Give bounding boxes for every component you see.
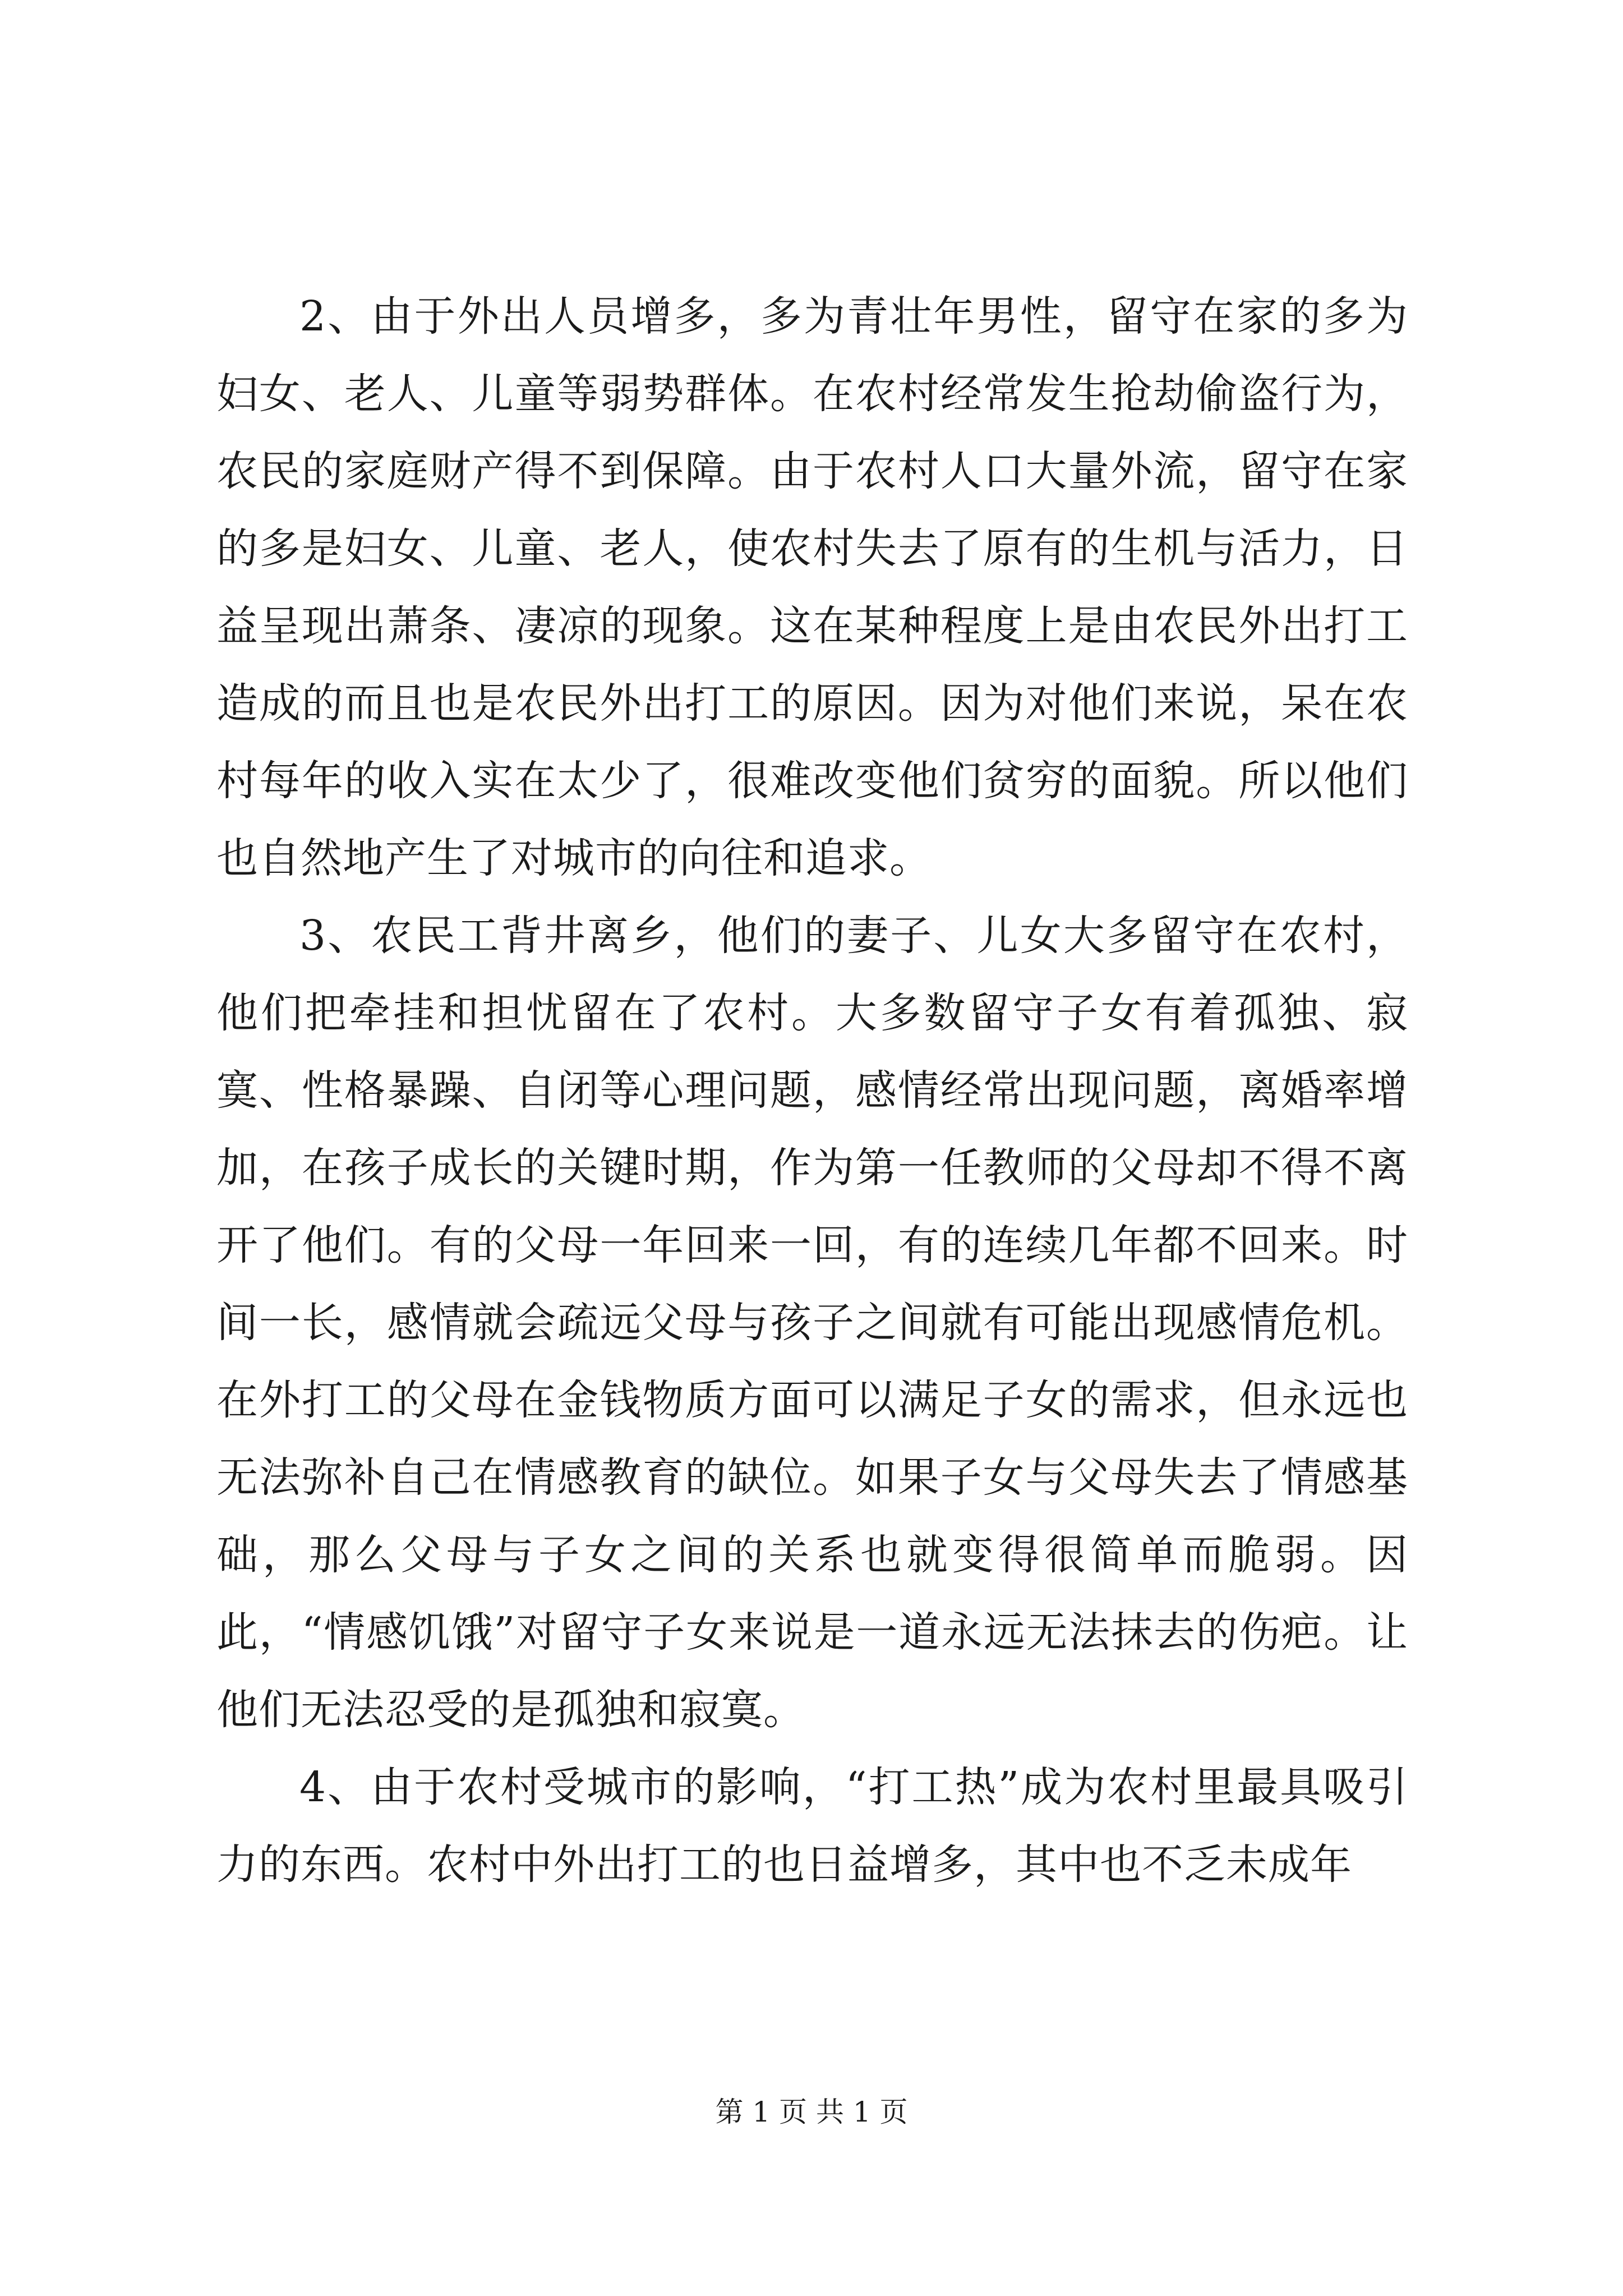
- page-number-label: 第 1 页 共 1 页: [715, 2096, 908, 2128]
- paragraph-item-4: 4、由于农村受城市的影响，“打工热”成为农村里最具吸引力的东西。农村中外出打工的也日益增多，其中也不乏未成年: [216, 1763, 1408, 1889]
- document-body: [216, 278, 1408, 1903]
- paragraph-item-2: 2、由于外出人员增多，多为青壮年男性，留守在家的多为妇女、老人、儿童等弱势群体。在农村经常发生抢劫偷盗行为，农民的家庭财产得不到保障。由于农村人口大量外流，留守在家的多是妇女、儿童、老人，使农村失去了原有的生机与活力，日益呈现出萧条、凄凉的现象。这在某种程度上是由农民外出打工造成的而且也是农民外出打工的原因。因为对他们来说，呆在农村每年的收入实在太少了，很难改变他们贫穷的面貌。所以他们也自然地产生了对城市的向往和追求。: [216, 292, 1408, 882]
- page-footer: [0, 2092, 1623, 2132]
- paragraph-item-3: 3、农民工背井离乡，他们的妻子、儿女大多留守在农村，他们把牵挂和担忧留在了农村。大多数留守子女有着孤独、寂寞、性格暴躁、自闭等心理问题，感情经常出现问题，离婚率增加，在孩子成长的关键时期，作为第一任教师的父母却不得不离开了他们。有的父母一年回来一回，有的连续几年都不回来。时间一长，感情就会疏远父母与孩子之间就有可能出现感情危机。在外打工的父母在金钱物质方面可以满足子女的需求，但永远也无法弥补自己在情感教育的缺位。如果子女与父母失去了情感基础，那么父母与子女之间的关系也就变得很简单而脆弱。因此，“情感饥饿”对留守子女来说是一道永远无法抹去的伤疤。让他们无法忍受的是孤独和寂寞。: [216, 912, 1408, 1734]
